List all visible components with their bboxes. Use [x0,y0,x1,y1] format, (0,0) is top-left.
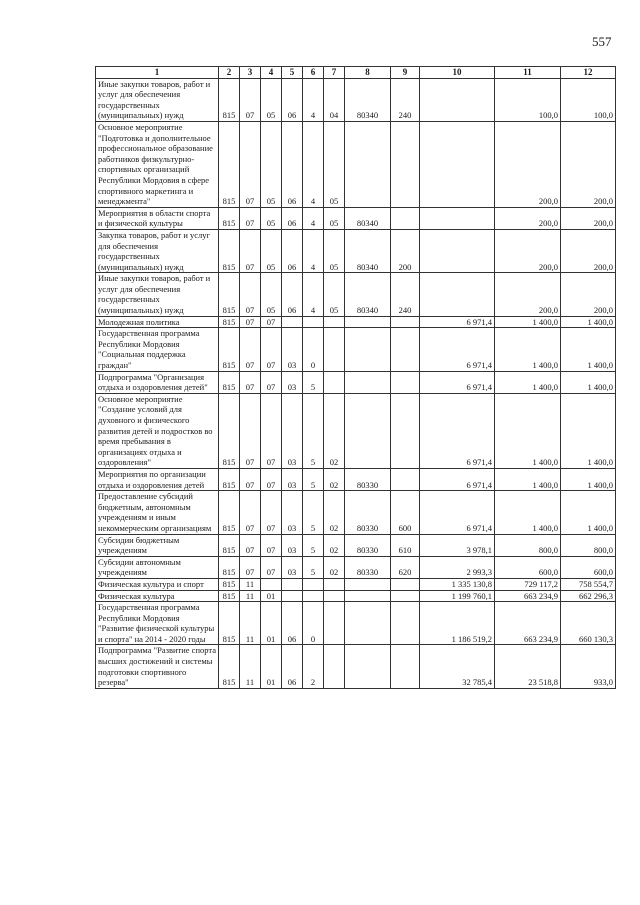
table-cell: 815 [219,78,240,121]
table-cell: 200 [391,229,420,272]
table-cell: 1 400,0 [561,393,616,468]
table-cell: 4 [303,207,324,229]
row-name-cell: Мероприятия в области спорта и физической культуры [96,207,219,229]
table-cell: 05 [261,78,282,121]
table-cell [324,602,345,645]
table-row [96,229,616,272]
table-cell [345,316,391,328]
table-cell: 600,0 [495,556,561,578]
table-cell: 80330 [345,556,391,578]
table-cell [420,207,495,229]
table-cell: 02 [324,393,345,468]
table-cell [324,316,345,328]
table-cell: 6 971,4 [420,468,495,490]
table-cell: 04 [324,78,345,121]
table-cell [324,645,345,688]
table-cell: 4 [303,121,324,207]
row-name-cell: Физическая культура и спорт [96,578,219,590]
table-cell: 80340 [345,229,391,272]
table-cell [391,468,420,490]
table-cell: 05 [324,273,345,316]
table-cell: 1 400,0 [495,393,561,468]
table-cell: 07 [240,316,261,328]
table-row [96,556,616,578]
column-header: 1 [96,67,219,79]
budget-table [95,66,616,689]
table-cell: 1 400,0 [495,316,561,328]
table-cell: 07 [240,207,261,229]
table-cell [391,316,420,328]
table-cell: 729 117,2 [495,578,561,590]
table-cell [282,590,303,602]
table-cell: 200,0 [561,207,616,229]
table-cell: 02 [324,534,345,556]
table-cell: 07 [240,556,261,578]
table-cell: 4 [303,273,324,316]
table-cell: 03 [282,393,303,468]
table-cell [391,371,420,393]
table-row [96,645,616,688]
table-cell [391,393,420,468]
table-cell: 6 971,4 [420,393,495,468]
row-name-cell: Субсидии бюджетным учреждениям [96,534,219,556]
table-cell [303,590,324,602]
table-cell [345,371,391,393]
table-cell: 815 [219,602,240,645]
table-cell [391,121,420,207]
table-cell [261,578,282,590]
table-cell: 200,0 [495,229,561,272]
row-name-cell: Иные закупки товаров, работ и услуг для обеспечения государственных (муниципальных) нужд [96,78,219,121]
table-cell: 11 [240,645,261,688]
table-cell: 610 [391,534,420,556]
row-name-cell: Основное мероприятие "Создание условий для духовного и физического развития детей и подростков во время пребывания в организациях отдыха и оздоровления" [96,393,219,468]
table-cell [391,578,420,590]
table-cell [420,273,495,316]
table-cell: 815 [219,328,240,371]
column-header: 8 [345,67,391,79]
table-cell: 07 [240,121,261,207]
table-cell: 815 [219,645,240,688]
column-header: 4 [261,67,282,79]
table-cell: 200,0 [495,207,561,229]
table-cell [324,590,345,602]
row-name-cell: Физическая культура [96,590,219,602]
row-name-cell: Иные закупки товаров, работ и услуг для обеспечения государственных (муниципальных) нужд [96,273,219,316]
table-cell: 01 [261,645,282,688]
table-cell: 03 [282,371,303,393]
column-header: 6 [303,67,324,79]
table-cell [282,578,303,590]
table-cell [391,602,420,645]
table-cell [345,121,391,207]
table-cell: 02 [324,491,345,534]
table-cell: 05 [261,273,282,316]
table-cell: 200,0 [561,229,616,272]
table-cell: 06 [282,602,303,645]
table-cell: 07 [261,371,282,393]
row-name-cell: Мероприятия по организации отдыха и оздоровления детей [96,468,219,490]
table-cell: 01 [261,602,282,645]
table-cell: 32 785,4 [420,645,495,688]
table-cell: 06 [282,207,303,229]
table-cell: 01 [261,590,282,602]
table-cell [324,371,345,393]
table-cell: 663 234,9 [495,590,561,602]
table-cell: 05 [324,207,345,229]
table-cell: 200,0 [561,273,616,316]
table-cell: 1 199 760,1 [420,590,495,602]
table-cell: 815 [219,229,240,272]
table-cell: 2 [303,645,324,688]
row-name-cell: Предоставление субсидий бюджетным, автономным учреждениям и иным некоммерческим организациям [96,491,219,534]
table-cell: 06 [282,645,303,688]
table-cell: 100,0 [495,78,561,121]
table-cell: 03 [282,534,303,556]
table-cell: 6 971,4 [420,316,495,328]
row-name-cell: Государственная программа Республики Мордовия "Развитие физической культуры и спорта" на 2014 - 2020 годы [96,602,219,645]
table-cell: 05 [261,207,282,229]
row-name-cell: Государственная программа Республики Мордовия "Социальная поддержка граждан" [96,328,219,371]
table-cell [391,207,420,229]
table-cell [391,590,420,602]
table-cell: 6 971,4 [420,371,495,393]
header-row [96,67,616,79]
column-header: 12 [561,67,616,79]
table-cell: 06 [282,78,303,121]
table-cell: 815 [219,207,240,229]
row-name-cell: Подпрограмма "Развитие спорта высших достижений и системы подготовки спортивного резерва" [96,645,219,688]
table-cell: 80330 [345,491,391,534]
table-cell: 1 400,0 [495,371,561,393]
table-cell: 80330 [345,534,391,556]
table-cell: 815 [219,121,240,207]
row-name-cell: Субсидии автономным учреждениям [96,556,219,578]
table-row [96,578,616,590]
table-cell: 02 [324,468,345,490]
table-cell: 1 400,0 [561,328,616,371]
table-cell: 03 [282,328,303,371]
table-cell [324,328,345,371]
table-cell: 6 971,4 [420,328,495,371]
table-cell: 07 [261,316,282,328]
table-cell [345,578,391,590]
row-name-cell: Основное мероприятие "Подготовка и дополнительное профессиональное образование работников физкультурно-спортивных организаций Республики Мордовия в сфере спортивного маркетинга и менеджмента" [96,121,219,207]
table-cell [420,121,495,207]
table-cell: 07 [261,491,282,534]
table-cell [324,578,345,590]
table-cell [282,316,303,328]
table-cell: 200,0 [495,121,561,207]
table-cell: 815 [219,371,240,393]
table-cell: 815 [219,468,240,490]
table-cell: 03 [282,468,303,490]
table-cell [345,602,391,645]
table-cell: 800,0 [561,534,616,556]
table-cell: 07 [261,556,282,578]
table-cell: 600,0 [561,556,616,578]
table-cell: 80330 [345,468,391,490]
table-cell [420,229,495,272]
table-cell: 815 [219,590,240,602]
table-cell: 23 518,8 [495,645,561,688]
table-row [96,534,616,556]
table-cell: 663 234,9 [495,602,561,645]
table-cell: 07 [240,229,261,272]
table-cell: 07 [240,534,261,556]
table-cell [303,316,324,328]
table-cell: 4 [303,78,324,121]
table-cell: 11 [240,590,261,602]
table-cell: 660 130,3 [561,602,616,645]
table-cell: 6 971,4 [420,491,495,534]
table-cell: 815 [219,491,240,534]
table-cell: 07 [261,534,282,556]
table-cell: 5 [303,556,324,578]
table-cell: 200,0 [495,273,561,316]
table-cell: 758 554,7 [561,578,616,590]
table-cell [345,645,391,688]
table-row [96,316,616,328]
table-row [96,468,616,490]
column-header: 9 [391,67,420,79]
table-cell: 815 [219,578,240,590]
table-cell [391,645,420,688]
table-cell: 07 [240,371,261,393]
column-header: 7 [324,67,345,79]
table-cell: 07 [240,468,261,490]
table-cell: 1 186 519,2 [420,602,495,645]
table-cell: 3 978,1 [420,534,495,556]
column-header: 3 [240,67,261,79]
table-cell: 03 [282,556,303,578]
table-cell: 815 [219,556,240,578]
column-header: 11 [495,67,561,79]
table-cell: 07 [240,78,261,121]
table-cell: 1 400,0 [561,316,616,328]
table-cell: 80340 [345,78,391,121]
table-cell: 933,0 [561,645,616,688]
table-cell: 815 [219,316,240,328]
table-row [96,371,616,393]
page-number: 557 [592,34,612,49]
table-row [96,207,616,229]
row-name-cell: Подпрограмма "Организация отдыха и оздоровления детей" [96,371,219,393]
table-row [96,590,616,602]
column-header: 10 [420,67,495,79]
table-cell: 0 [303,328,324,371]
table-row [96,121,616,207]
table-cell: 05 [324,121,345,207]
table-cell: 815 [219,273,240,316]
table-cell: 80340 [345,273,391,316]
table-cell: 2 993,3 [420,556,495,578]
column-header: 2 [219,67,240,79]
table-cell: 05 [324,229,345,272]
table-cell: 5 [303,491,324,534]
table-cell: 07 [240,491,261,534]
table-cell [303,578,324,590]
table-row [96,602,616,645]
table-cell: 07 [261,393,282,468]
table-cell: 620 [391,556,420,578]
table-cell: 07 [261,328,282,371]
table-cell [420,78,495,121]
table-cell: 1 400,0 [561,468,616,490]
table-cell: 06 [282,121,303,207]
table-cell: 240 [391,78,420,121]
table-cell: 815 [219,534,240,556]
column-header: 5 [282,67,303,79]
table-cell: 0 [303,602,324,645]
table-cell [345,393,391,468]
table-cell [345,328,391,371]
table-cell: 5 [303,393,324,468]
table-cell: 1 335 130,8 [420,578,495,590]
table-cell: 05 [261,229,282,272]
table-body [96,78,616,688]
table-cell: 05 [261,121,282,207]
table-cell: 5 [303,468,324,490]
table-cell: 06 [282,229,303,272]
table-cell: 1 400,0 [495,328,561,371]
table-cell: 02 [324,556,345,578]
table-cell [391,328,420,371]
table-row [96,491,616,534]
table-cell: 06 [282,273,303,316]
table-cell: 1 400,0 [495,491,561,534]
table-cell: 07 [240,328,261,371]
row-name-cell: Закупка товаров, работ и услуг для обеспечения государственных (муниципальных) нужд [96,229,219,272]
table-cell: 100,0 [561,78,616,121]
table-cell: 1 400,0 [495,468,561,490]
table-cell: 600 [391,491,420,534]
table-cell: 5 [303,371,324,393]
table-cell: 5 [303,534,324,556]
table-row [96,273,616,316]
table-cell: 662 296,3 [561,590,616,602]
table-row [96,393,616,468]
table-cell: 03 [282,491,303,534]
table-cell: 800,0 [495,534,561,556]
table-cell: 240 [391,273,420,316]
table-cell [345,590,391,602]
table-cell: 4 [303,229,324,272]
table-row [96,328,616,371]
table-cell: 815 [219,393,240,468]
table-cell: 07 [261,468,282,490]
table-cell: 11 [240,578,261,590]
table-row [96,78,616,121]
table-cell: 200,0 [561,121,616,207]
row-name-cell: Молодежная политика [96,316,219,328]
table-cell: 07 [240,393,261,468]
table-cell: 11 [240,602,261,645]
table-cell: 80340 [345,207,391,229]
table-cell: 07 [240,273,261,316]
table-cell: 1 400,0 [561,491,616,534]
table-cell: 1 400,0 [561,371,616,393]
